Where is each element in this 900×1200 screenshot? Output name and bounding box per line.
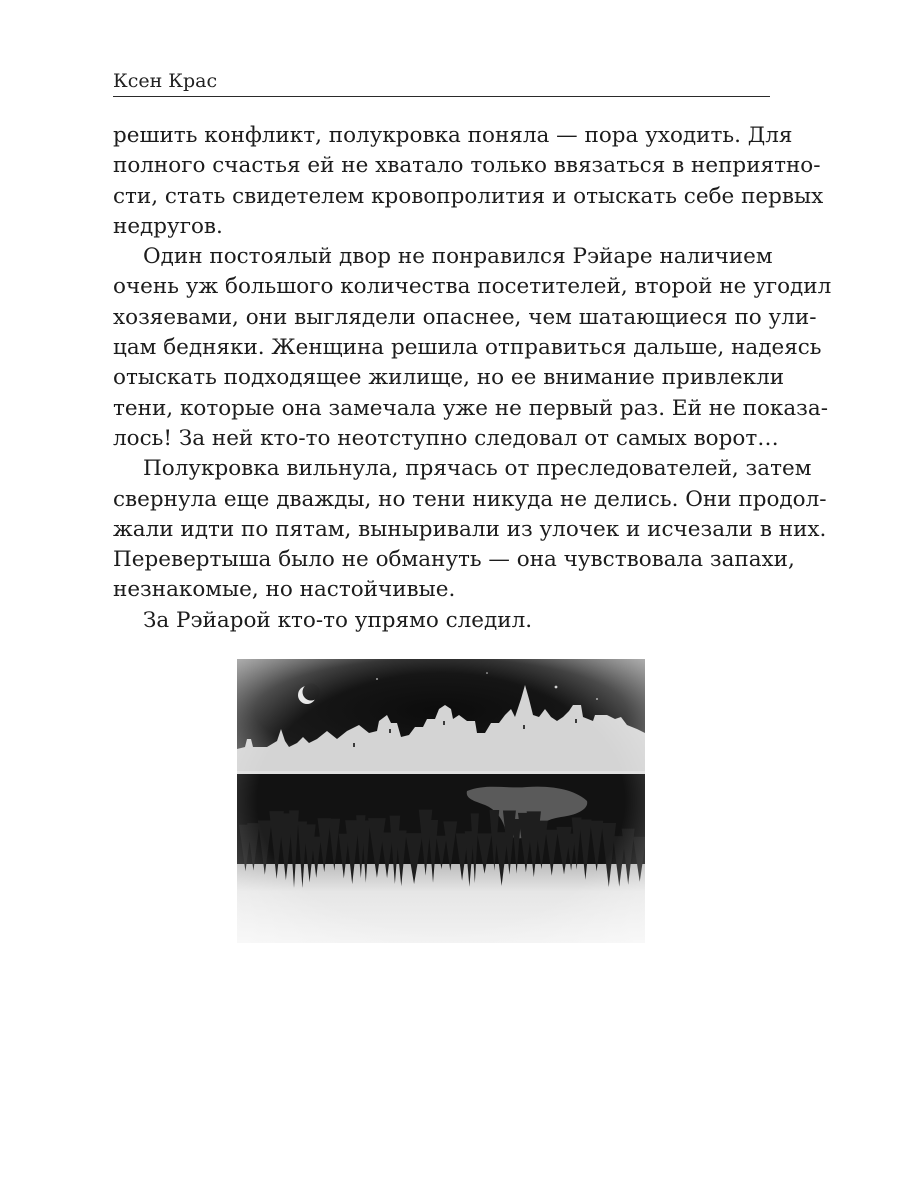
paragraph [113,242,832,454]
text-line: лось! За ней кто-то неотступно следовал от самых ворот… [113,425,779,451]
text-line: хозяевами, они выглядели опаснее, чем шатающиеся по ули- [113,304,817,330]
body-text [113,121,832,636]
running-title: Ксен Крас [113,70,218,92]
paragraph [113,454,827,605]
text-line: тени, которые она замечала уже не первый раз. Ей не показа- [113,395,828,421]
text-line: За Рэйарой кто-то упрямо следил. [143,607,533,633]
text-line: отыскать подходящее жилище, но ее внимание привлекли [113,365,785,391]
running-header [113,68,770,97]
text-line: сти, стать свидетелем кровопролития и отыскать себе первых [113,183,824,209]
text-line: полного счастья ей не хватало только ввязаться в неприятно- [113,153,821,179]
text-line: очень уж большого количества посетителей, второй не угодил [113,274,832,300]
paragraph [113,121,824,242]
text-line: Полукровка вильнула, прячась от преследователей, затем [143,456,812,482]
text-line: жали идти по пятам, выныривали из улочек и исчезали в них. [113,516,827,542]
text-line: решить конфликт, полукровка поняла — пора уходить. Для [113,123,793,148]
text-line: Один постоялый двор не понравился Рэйаре наличием [143,244,773,270]
text-line: незнакомые, но настойчивые. [113,577,456,603]
paragraph [113,606,770,636]
text-line: свернула еще дважды, но тени никуда не делись. Они продол- [113,486,827,512]
text-line: недругов. [113,213,223,239]
illustration-image [237,659,645,943]
vignette [237,659,645,943]
night-town-illustration [237,659,645,943]
text-line: цам бедняки. Женщина решила отправиться дальше, надеясь [113,335,822,361]
text-line: Перевертыша было не обмануть — она чувствовала запахи, [113,547,795,573]
